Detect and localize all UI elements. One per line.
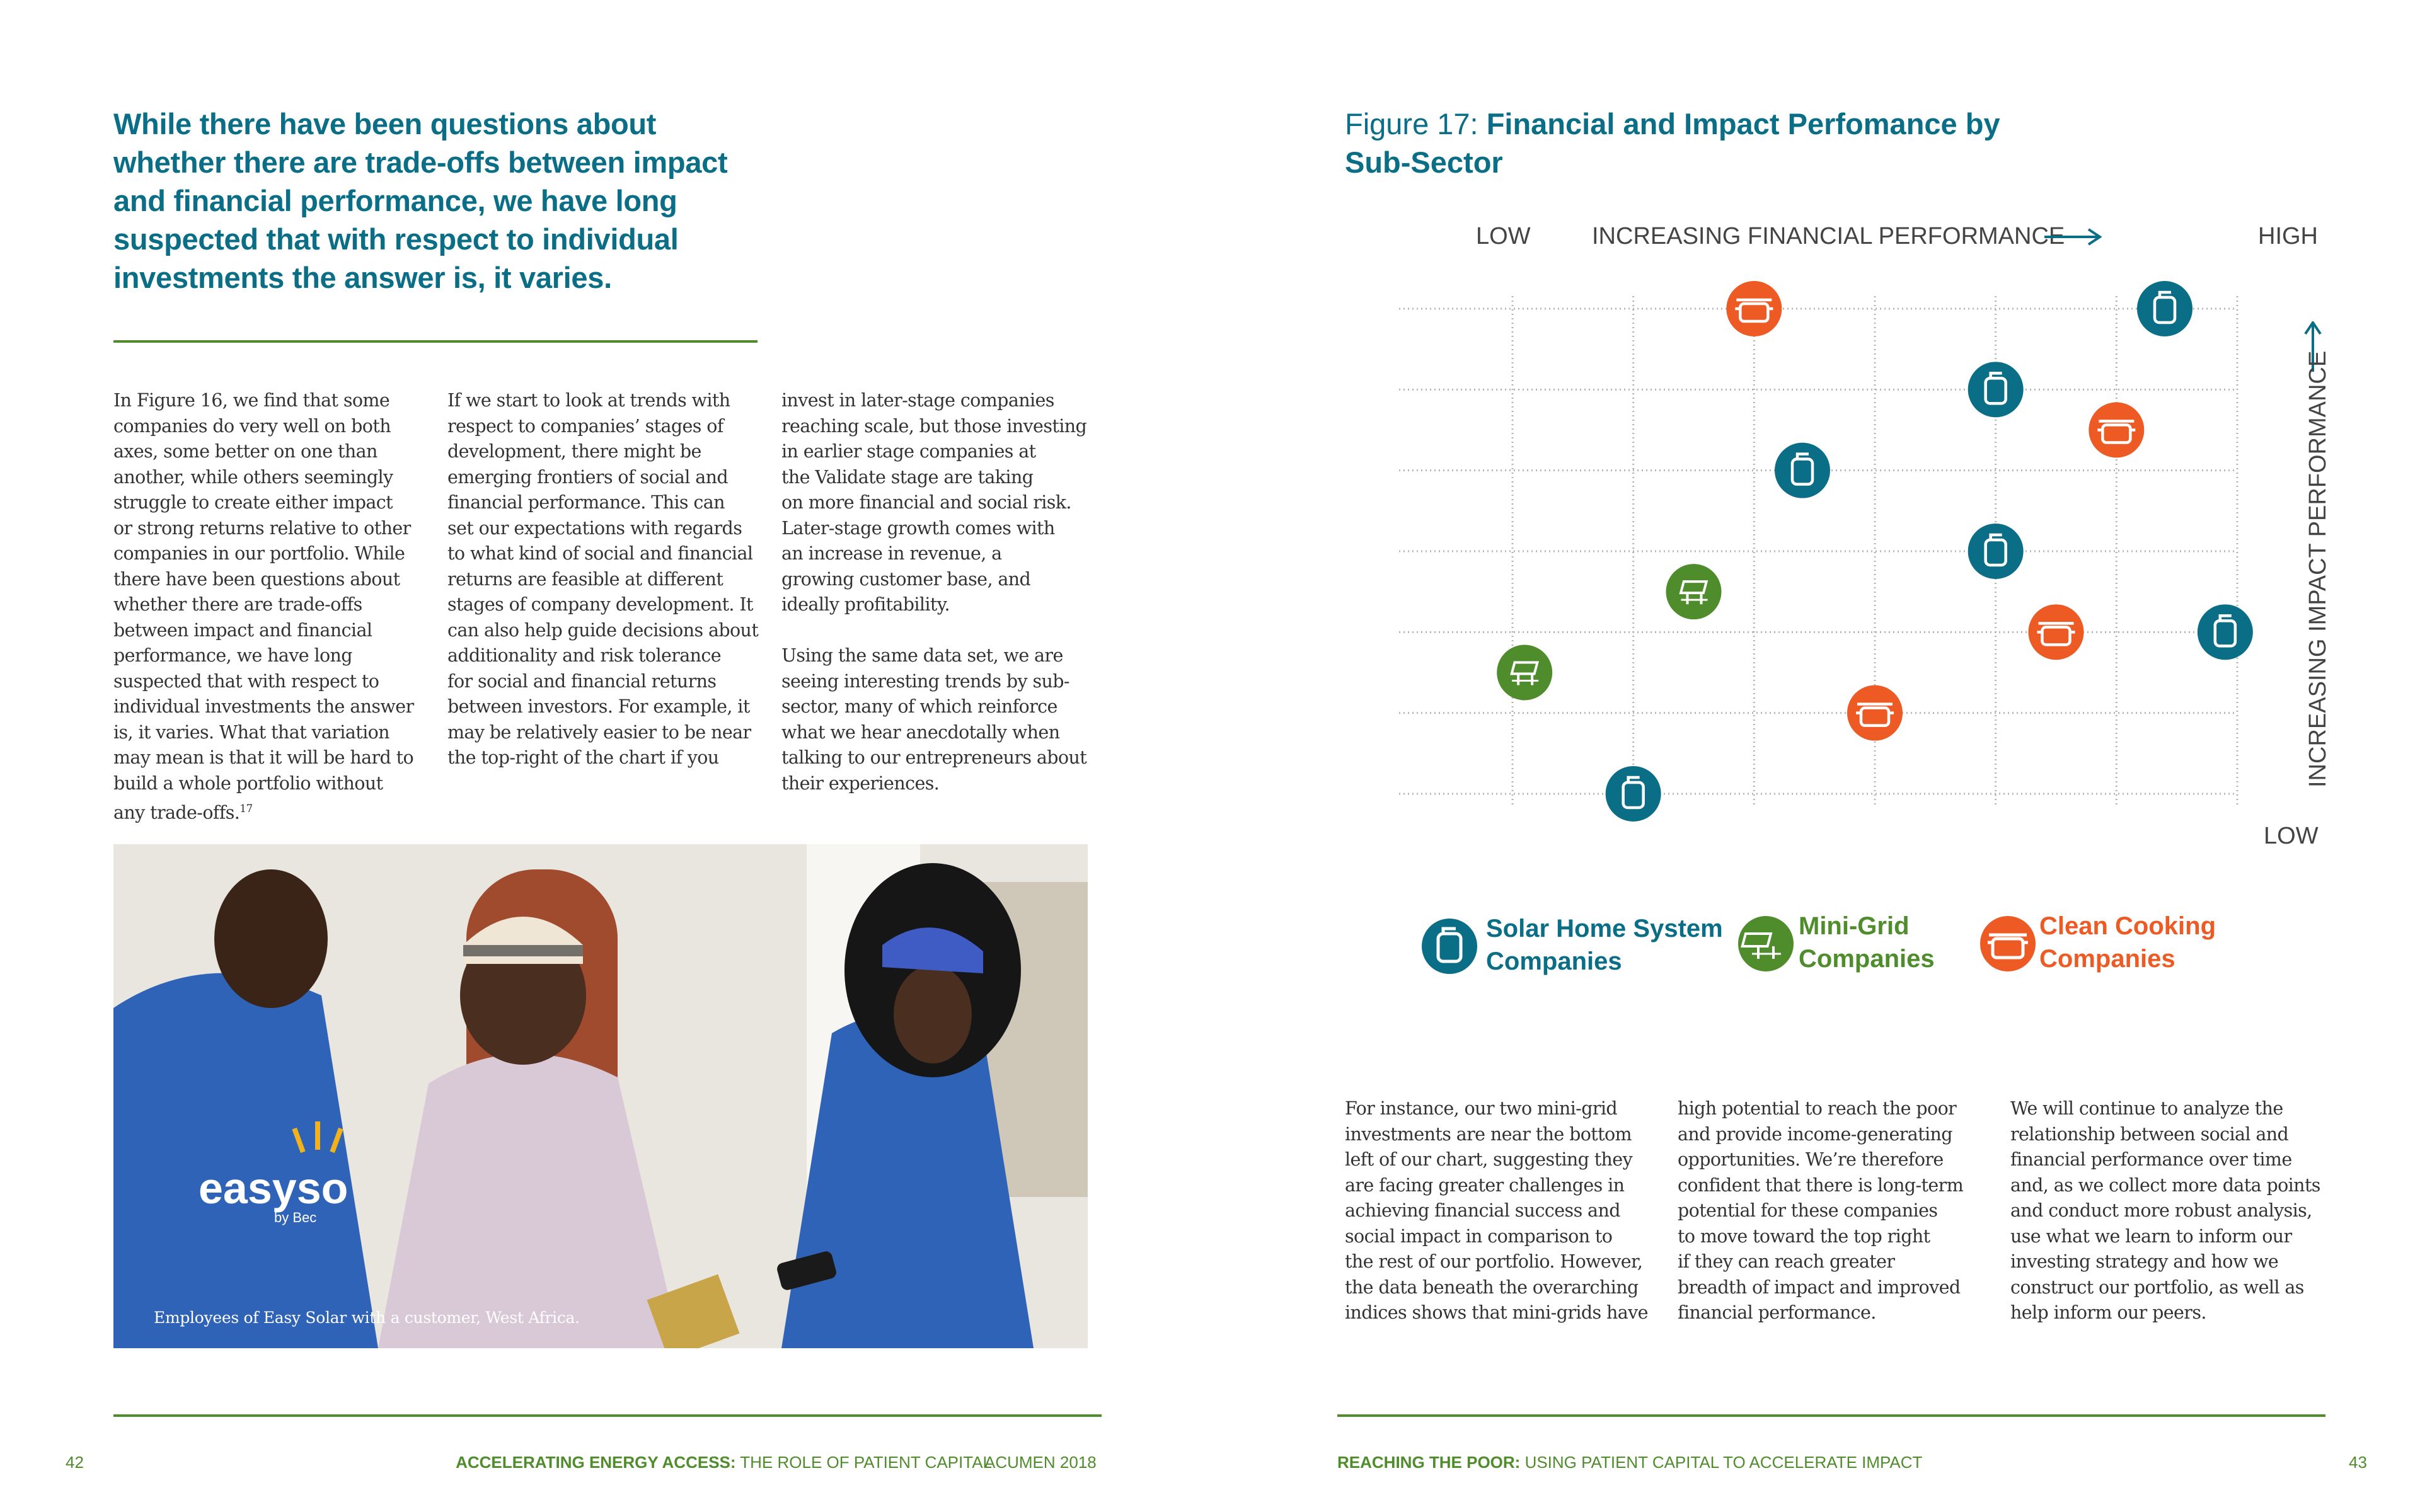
left-page-number: 42 — [66, 1453, 84, 1472]
right-body-column-1: For instance, our two mini-grid investments are near the bottom left of our chart, suggesting they are facing greater challenges in achieving financial success and social impact in comparison to the rest of our portfolio. However, the data beneath the overarching indices shows that mini-grids have — [1345, 1098, 1648, 1323]
right-footer-rule — [1337, 1414, 2325, 1417]
left-running-title-bold: ACCELERATING ENERGY ACCESS: — [456, 1453, 736, 1472]
legend-item-clean-cooking — [1979, 910, 2244, 979]
left-body-column-3: invest in later-stage companies reaching scale, but those investing in earlier stage companies at the Validate stage are taking on more financial and social risk. Later-stage growth comes with an increase in revenue, a growing customer base, and ideally profitability. Using the same data set, we are seeing interesting trends by sub- sector, many of which reinforce what we hear anecdotally when talking to our entrepreneurs about their experiences. — [781, 390, 1087, 794]
figure-title — [1345, 105, 2038, 181]
legend-item-mini-grid — [1737, 910, 2002, 979]
shirt-logo-subtext: by Bec — [274, 1210, 317, 1225]
left-footer-rule — [113, 1414, 1102, 1417]
pull-quote-divider — [113, 340, 758, 343]
left-body-column-2: If we start to look at trends with respect to companies’ stages of development, there might be emerging frontiers of social and financial performance. This can set our expectations with regards to what kind of social and financial returns are feasible at different stages of company development. It can also help guide decisions about additionality and risk tolerance for social and financial returns between investors. For example, it may be relatively easier to be near the top-right of the chart if you — [447, 390, 759, 768]
legend-mini-grid-line2: Companies — [1799, 945, 1935, 973]
legend-clean-cooking-line2: Companies — [2039, 945, 2175, 973]
right-body-column-3: We will continue to analyze the relationship between social and financial performance over time and, as we collect more data points and conduct more robust analysis, use what we learn to inform our investing strategy and how we construct our portfolio, as well as help inform our peers. — [2010, 1098, 2320, 1323]
legend-mini-grid-line1: Mini-Grid — [1799, 912, 1910, 940]
legend-solar-line2: Companies — [1486, 948, 1622, 975]
cooking-pot-data-point — [2089, 403, 2144, 458]
legend-solar-line1: Solar Home System — [1486, 915, 1723, 942]
y-axis-low-label: LOW — [2264, 823, 2319, 849]
left-running-title-rest: THE ROLE OF PATIENT CAPITAL — [735, 1453, 992, 1472]
right-body-column-2: high potential to reach the poor and provide income-generating opportunities. We’re therefore confident that there is long-term potential for these companies to move toward the top right if they can reach greater breadth of impact and improved financial performance. — [1678, 1098, 1964, 1323]
x-axis-high-label: HIGH — [2258, 223, 2318, 249]
x-axis-arrow-icon — [2044, 228, 2102, 246]
mini-grid-icon — [1737, 915, 1795, 973]
publisher-label: ACUMEN 2018 — [984, 1453, 1097, 1472]
left-body-column-1 — [113, 388, 441, 826]
solar-lantern-data-point — [1775, 443, 1830, 498]
chart-grid — [1399, 296, 2237, 806]
right-running-title — [1337, 1453, 1922, 1472]
right-running-title-rest: USING PATIENT CAPITAL TO ACCELERATE IMPACT — [1520, 1453, 1923, 1472]
solar-lantern-data-point — [1968, 524, 2024, 579]
figure-title-text: Financial and Impact Perfomance by Sub-Sector — [1345, 107, 2000, 179]
y-axis-title: INCREASING IMPACT PERFORMANCE — [2305, 350, 2331, 788]
solar-lantern-data-point — [1606, 766, 1661, 822]
mini-grid-data-point — [1666, 564, 1722, 619]
x-axis-low-label: LOW — [1476, 223, 1531, 249]
photo-easy-solar-employees — [113, 844, 1088, 1348]
solar-lantern-icon — [1420, 917, 1478, 975]
legend-item-solar — [1420, 912, 1736, 982]
x-axis-title: INCREASING FINANCIAL PERFORMANCE — [1592, 223, 2065, 249]
left-running-title — [456, 1453, 992, 1472]
photo-caption: Employees of Easy Solar with a customer, West Africa. — [154, 1309, 580, 1327]
figure-label: Figure 17: — [1345, 107, 1487, 140]
left-body-column-1-text: In Figure 16, we find that some companies do very well on both axes, some better on one than another, while others seemingly struggle to create either impact or strong returns relative to other companies in our portfolio. While there have been questions about whether there are trade-offs between impact and financial performance, we have long suspected that with respect to individual investments the answer is, it varies. What that variation may mean is that it will be hard to build a whole portfolio without any trade-offs. — [113, 390, 414, 823]
cooking-pot-data-point — [1847, 685, 1903, 741]
photo-illustration — [113, 844, 1088, 1348]
cooking-pot-data-point — [2029, 604, 2084, 660]
impact-financial-scatter-chart — [1374, 265, 2281, 844]
solar-lantern-data-point — [2137, 281, 2192, 336]
legend-clean-cooking-line1: Clean Cooking — [2039, 912, 2216, 940]
right-running-title-bold: REACHING THE POOR: — [1337, 1453, 1521, 1472]
right-page-number: 43 — [2349, 1453, 2367, 1472]
mini-grid-data-point — [1497, 645, 1552, 701]
solar-lantern-data-point — [1968, 362, 2024, 417]
chart-points — [1497, 281, 2253, 822]
solar-lantern-data-point — [2198, 604, 2253, 660]
shirt-logo-text: easyso — [199, 1164, 349, 1213]
pull-quote: While there have been questions about whether there are trade-offs between impact and financial performance, we have long suspected that with respect to individual investments the answer is, it varies. — [113, 107, 728, 294]
footnote-reference[interactable]: 17 — [239, 803, 253, 815]
cooking-pot-icon — [1979, 915, 2037, 973]
cooking-pot-data-point — [1726, 281, 1782, 336]
